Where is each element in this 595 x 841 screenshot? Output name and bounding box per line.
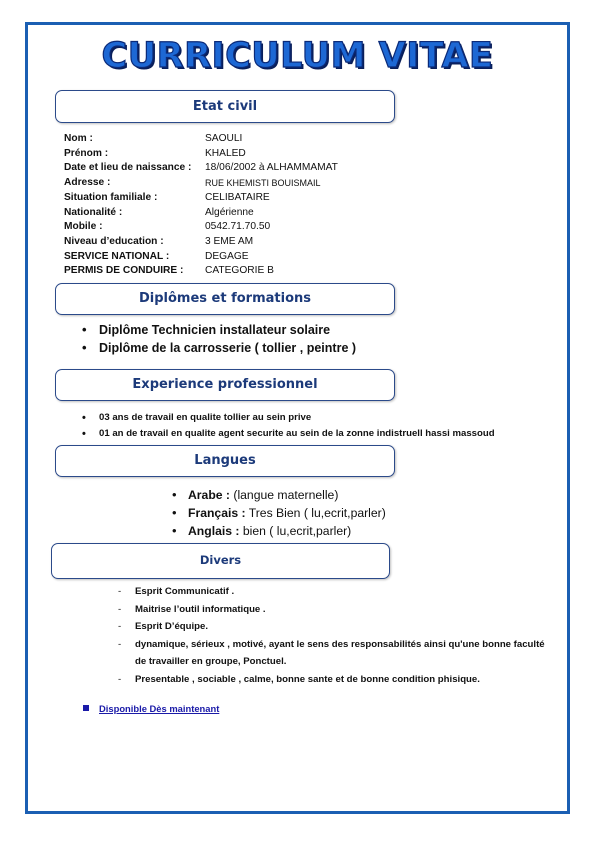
civil-value: Algérienne — [205, 206, 254, 218]
civil-label: Niveau d’education : — [64, 235, 164, 247]
civil-label: Nom : — [64, 133, 93, 144]
experience-list — [99, 410, 495, 442]
section-header-experience — [55, 369, 395, 401]
section-title-etat-civil: Etat civil — [192, 99, 258, 114]
civil-label: Date et lieu de naissance : — [64, 162, 192, 174]
list-item — [188, 504, 386, 522]
civil-value: CATEGORIE B — [205, 265, 274, 277]
civil-label: Adresse : — [64, 177, 111, 189]
civil-row — [64, 235, 338, 250]
civil-label: Nationalité : — [64, 206, 123, 218]
list-item: - dynamique, sérieux , motivé, ayant le sens des responsabilités ainsi qu'une bonne faculté de travailler en groupe, Ponctuel. — [118, 636, 558, 671]
list-item: - Presentable , sociable , calme, bonne sante et de bonne condition phisique. — [118, 671, 558, 689]
civil-label: PERMIS DE CONDUIRE : — [64, 265, 184, 277]
civil-value: RUE KHEMISTI BOUISMAIL — [205, 178, 321, 189]
list-item: - Esprit D’équipe. — [118, 618, 558, 636]
civil-row — [64, 220, 338, 235]
list-item: • Diplôme de la carrosserie ( tollier , peintre ) — [99, 339, 356, 357]
civil-row — [64, 250, 338, 265]
section-header-langues — [55, 445, 395, 477]
cv-title: CURRICULUM VITAE — [101, 36, 494, 76]
section-header-etat-civil — [55, 90, 395, 123]
civil-row — [64, 161, 338, 176]
section-title-divers: Divers — [199, 553, 242, 567]
disponibilite — [83, 703, 219, 714]
language-level: Tres Bien ( lu,ecrit,parler) — [248, 506, 386, 520]
civil-value: CELIBATAIRE — [205, 191, 270, 203]
civil-value: KHALED — [205, 147, 246, 159]
square-bullet-icon — [83, 705, 89, 711]
language-name: Arabe : — [188, 488, 230, 502]
etat-civil-list — [64, 132, 338, 279]
civil-value: 0542.71.70.50 — [205, 221, 271, 233]
list-item: - Esprit Communicatif . — [118, 583, 558, 601]
civil-row — [64, 176, 338, 191]
civil-row — [64, 147, 338, 162]
list-item — [188, 522, 386, 540]
civil-row — [64, 264, 338, 279]
langues-list — [188, 486, 386, 540]
section-header-diplomes — [55, 283, 395, 315]
language-name: Anglais : — [188, 524, 240, 538]
section-title-diplomes: Diplômes et formations — [138, 291, 312, 306]
civil-value: 3 EME AM — [205, 235, 254, 247]
list-item: • Diplôme Technicien installateur solaire — [99, 321, 356, 339]
list-item — [188, 486, 386, 504]
civil-label: SERVICE NATIONAL : — [64, 250, 170, 262]
civil-value: DEGAGE — [205, 250, 249, 262]
section-title-langues: Langues — [194, 453, 256, 468]
language-name: Français : — [188, 506, 246, 520]
divers-list — [118, 583, 558, 688]
list-item: - Maitrise l’outil informatique . — [118, 601, 558, 619]
civil-value: SAOULI — [205, 133, 243, 144]
language-level: (langue maternelle) — [233, 488, 339, 502]
civil-row — [64, 191, 338, 206]
civil-row — [64, 132, 338, 147]
civil-label: Situation familiale : — [64, 191, 158, 203]
list-item: • 03 ans de travail en qualite tollier au sein prive — [99, 410, 495, 426]
disponible-link[interactable]: Disponible Dès maintenant — [99, 703, 220, 714]
civil-row — [64, 206, 338, 221]
civil-label: Prénom : — [64, 147, 109, 159]
language-level: bien ( lu,ecrit,parler) — [242, 524, 352, 538]
section-title-experience: Experience professionnel — [132, 377, 318, 392]
civil-value: 18/06/2002 à ALHAMMAMAT — [205, 162, 338, 174]
civil-label: Mobile : — [64, 221, 103, 233]
list-item: • 01 an de travail en qualite agent securite au sein de la zonne indistruell hassi massoud — [99, 426, 495, 442]
section-header-divers — [51, 543, 390, 579]
diplomes-list — [99, 321, 356, 357]
